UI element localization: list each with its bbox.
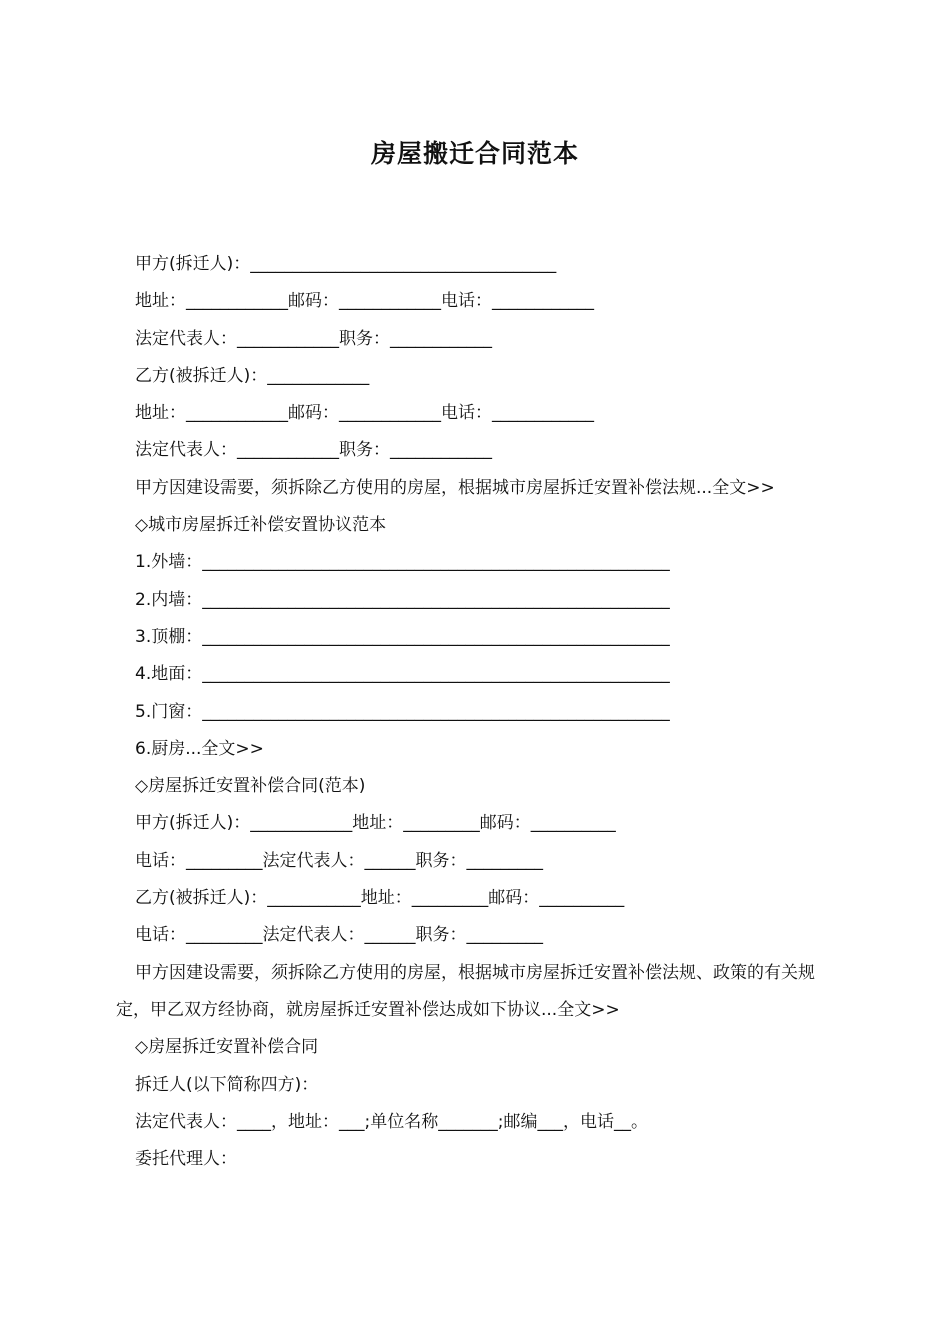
form-line: 拆迁人(以下简称四方)：: [135, 1074, 319, 1095]
form-line: 电话：_________法定代表人：______职务：_________: [135, 850, 543, 871]
form-line: 乙方(被拆迁人)：___________地址：_________邮码：__________: [135, 888, 625, 909]
party-a-line: 甲方(拆迁人)：____________________________________: [135, 254, 557, 274]
section-heading: ◇房屋拆迁安置补偿合同: [135, 1037, 319, 1058]
intro-paragraph: 甲方因建设需要，须拆除乙方使用的房屋，根据城市房屋拆迁安置补偿法规...全文>>: [135, 477, 775, 498]
section-heading: ◇城市房屋拆迁补偿安置协议范本: [135, 515, 387, 536]
list-item: 2.内墙：_______________________________________________________: [135, 589, 670, 610]
form-line: 电话：_________法定代表人：______职务：_________: [135, 925, 543, 946]
agreement-paragraph: 甲方因建设需要，须拆除乙方使用的房屋，根据城市房屋拆迁安置补偿法规、政策的有关规定，甲乙双方经协商，就房屋拆迁安置补偿达成如下协议...全文>>: [116, 962, 815, 1020]
section-heading: ◇房屋拆迁安置补偿合同(范本): [135, 776, 366, 797]
list-item: 5.门窗：_______________________________________________________: [135, 701, 670, 722]
form-line: 委托代理人：: [135, 1149, 237, 1170]
party-b-line: 乙方(被拆迁人)：____________: [135, 365, 370, 386]
list-item: 3.顶棚：_______________________________________________________: [135, 626, 670, 647]
list-item: 1.外墙：_______________________________________________________: [135, 552, 670, 573]
document-title: 房屋搬迁合同范本: [370, 139, 579, 168]
party-b-address-line: 地址：____________邮码：____________电话：____________: [135, 403, 594, 424]
form-line: 甲方(拆迁人)：____________地址：_________邮码：__________: [135, 813, 616, 834]
form-line: 法定代表人：____，地址：___;单位名称_______;邮编___，电话__。: [135, 1111, 648, 1132]
document-body: [116, 246, 836, 1178]
party-b-representative-line: 法定代表人：____________职务：____________: [135, 440, 492, 461]
party-a-representative-line: 法定代表人：____________职务：____________: [135, 328, 492, 349]
party-a-address-line: 地址：____________邮码：____________电话：____________: [135, 291, 594, 312]
list-item-more-link[interactable]: 6.厨房...全文>>: [135, 738, 264, 759]
list-item: 4.地面：_______________________________________________________: [135, 664, 670, 685]
